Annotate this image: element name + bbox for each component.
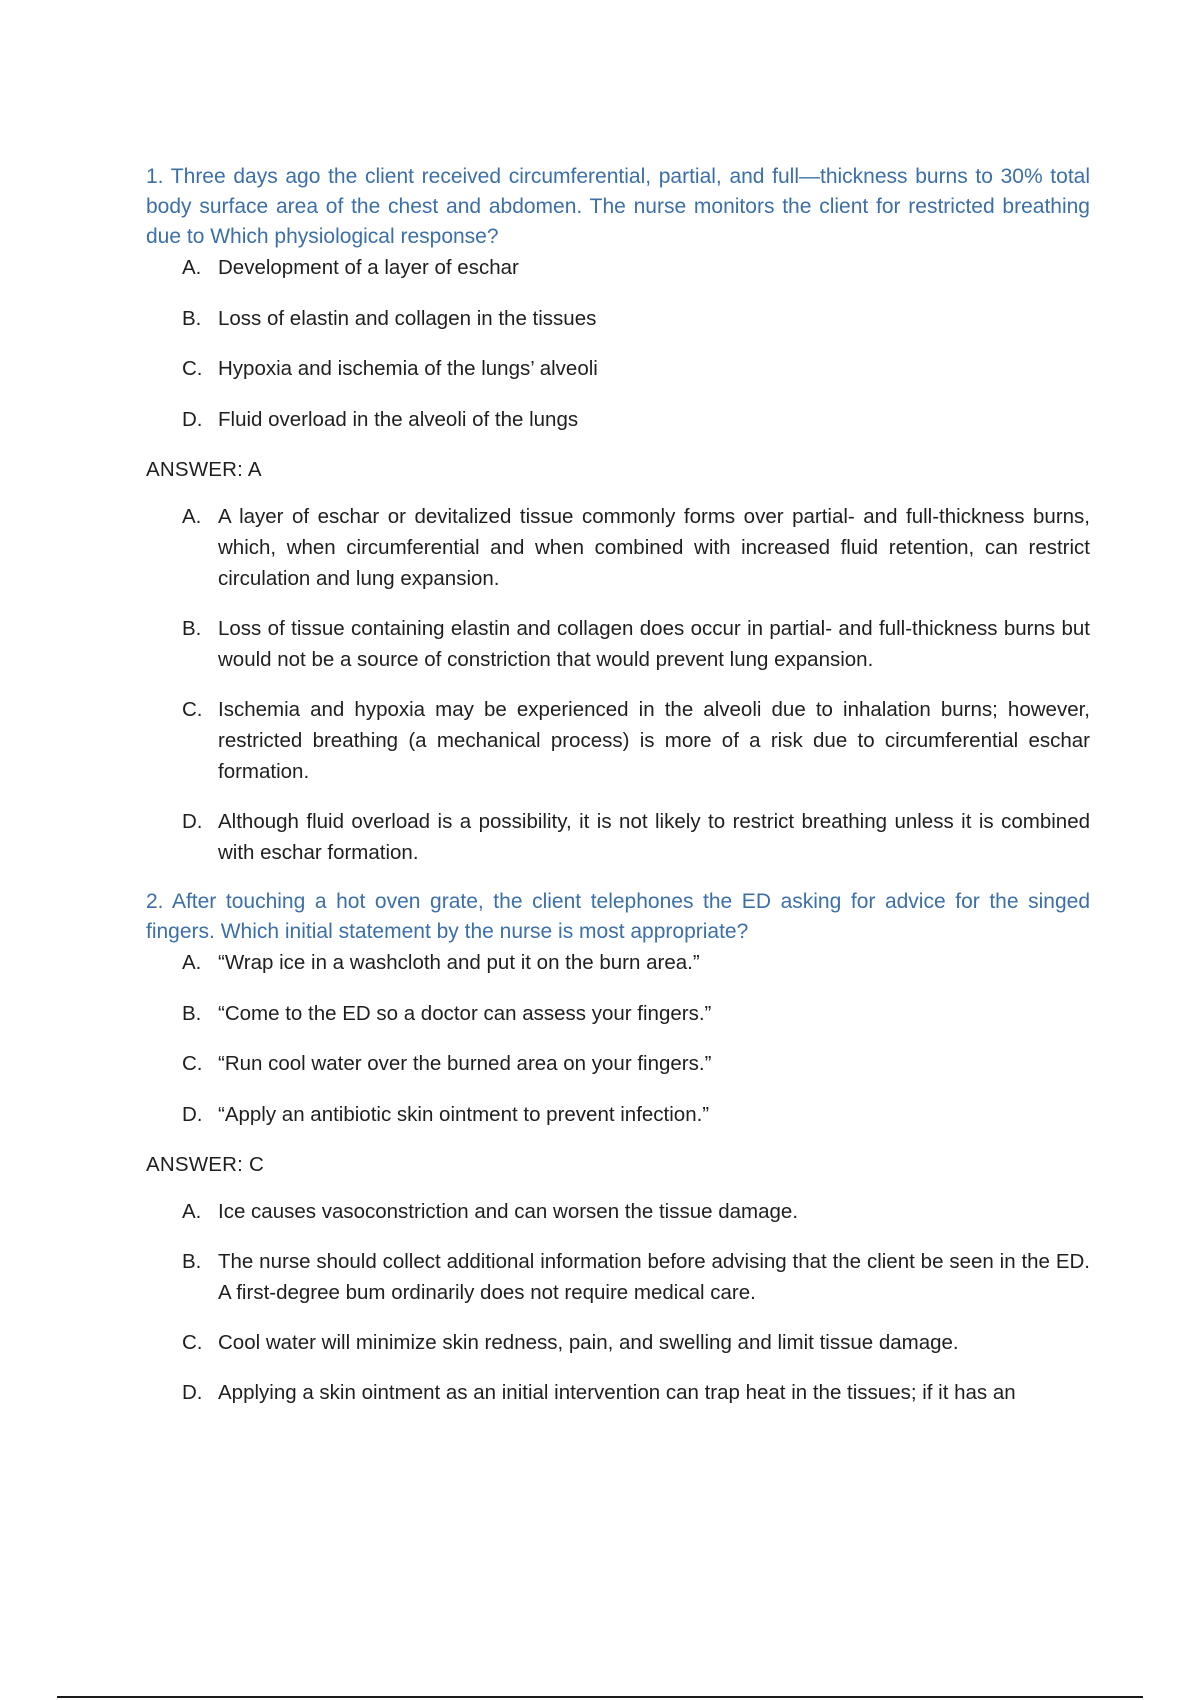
explanation-text: Cool water will minimize skin redness, pain, and swelling and limit tissue damage. bbox=[218, 1331, 959, 1354]
explanation-text: Although fluid overload is a possibility, it is not likely to restrict breathing unless it is combined with eschar formation. bbox=[218, 810, 1090, 864]
option-text: “Come to the ED so a doctor can assess your fingers.” bbox=[218, 1001, 712, 1025]
question-2-answer: ANSWER: C bbox=[146, 1153, 264, 1176]
option-letter: A. bbox=[182, 256, 202, 279]
option-text: Development of a layer of eschar bbox=[218, 256, 519, 279]
option-letter: D. bbox=[182, 1102, 203, 1126]
option-letter: C. bbox=[182, 1052, 203, 1075]
explanation-letter: A. bbox=[182, 1200, 202, 1223]
explanation-letter: A. bbox=[182, 505, 202, 528]
footer-divider bbox=[57, 1696, 1143, 1698]
option-letter: B. bbox=[182, 1001, 202, 1025]
explanation-text: The nurse should collect additional information before advising that the client be seen in the ED. A first-degree bum ordinarily does not require medical care. bbox=[218, 1250, 1090, 1304]
question-2-explanations bbox=[146, 1196, 1090, 1408]
explanation-item bbox=[146, 694, 1090, 787]
explanation-text: Ischemia and hypoxia may be experienced in the alveoli due to inhalation burns; however, restricted breathing (a mechanical process) is more of a risk due to circumferential eschar formation. bbox=[218, 698, 1090, 783]
document-page bbox=[146, 162, 1090, 1427]
option-letter: C. bbox=[182, 357, 203, 380]
option-letter: D. bbox=[182, 407, 203, 431]
option-text: Hypoxia and ischemia of the lungs’ alveoli bbox=[218, 357, 598, 380]
explanation-item bbox=[146, 1377, 1090, 1408]
explanation-item bbox=[146, 613, 1090, 675]
question-2-stem: 2. After touching a hot oven grate, the client telephones the ED asking for advice for the singed fingers. Which initial statement by the nurse is most appropriate? bbox=[146, 890, 1090, 943]
explanation-item bbox=[146, 1327, 1090, 1358]
option-text: “Apply an antibiotic skin ointment to prevent infection.” bbox=[218, 1102, 710, 1126]
question-2-options bbox=[146, 947, 1090, 1130]
explanation-letter: D. bbox=[182, 1381, 203, 1404]
explanation-letter: B. bbox=[182, 617, 202, 640]
explanation-text: Applying a skin ointment as an initial intervention can trap heat in the tissues; if it has an bbox=[218, 1381, 1016, 1404]
option-item bbox=[146, 998, 1090, 1029]
question-1-answer: ANSWER: A bbox=[146, 458, 262, 481]
option-item bbox=[146, 1099, 1090, 1130]
option-text: Loss of elastin and collagen in the tissues bbox=[218, 306, 597, 330]
option-item bbox=[146, 303, 1090, 334]
option-item bbox=[146, 1048, 1090, 1079]
option-text: Fluid overload in the alveoli of the lungs bbox=[218, 407, 579, 431]
explanation-text: A layer of eschar or devitalized tissue commonly forms over partial- and full-thickness burns, which, when circumferential and when combined with increased fluid retention, can restrict circulation and lung expansion. bbox=[218, 505, 1090, 590]
option-item bbox=[146, 252, 1090, 283]
question-1-stem: 1. Three days ago the client received circumferential, partial, and full—thickness burns to 30% total body surface area of the chest and abdomen. The nurse monitors the client for restricted breathing due to Which physiological response? bbox=[146, 165, 1090, 248]
option-text: “Wrap ice in a washcloth and put it on the burn area.” bbox=[218, 951, 700, 974]
explanation-letter: B. bbox=[182, 1250, 202, 1273]
explanation-item bbox=[146, 501, 1090, 594]
option-item bbox=[146, 353, 1090, 384]
option-letter: A. bbox=[182, 951, 202, 974]
option-text: “Run cool water over the burned area on your fingers.” bbox=[218, 1052, 712, 1075]
explanation-letter: D. bbox=[182, 810, 203, 833]
explanation-letter: C. bbox=[182, 698, 203, 721]
option-item bbox=[146, 404, 1090, 435]
explanation-item bbox=[146, 806, 1090, 868]
explanation-item bbox=[146, 1196, 1090, 1227]
question-1-options bbox=[146, 252, 1090, 435]
question-1-explanations bbox=[146, 501, 1090, 868]
option-item bbox=[146, 947, 1090, 978]
explanation-text: Loss of tissue containing elastin and collagen does occur in partial- and full-thickness burns but would not be a source of constriction that would prevent lung expansion. bbox=[218, 617, 1090, 671]
option-letter: B. bbox=[182, 306, 202, 330]
explanation-letter: C. bbox=[182, 1331, 203, 1354]
explanation-item bbox=[146, 1246, 1090, 1308]
explanation-text: Ice causes vasoconstriction and can worsen the tissue damage. bbox=[218, 1200, 799, 1223]
